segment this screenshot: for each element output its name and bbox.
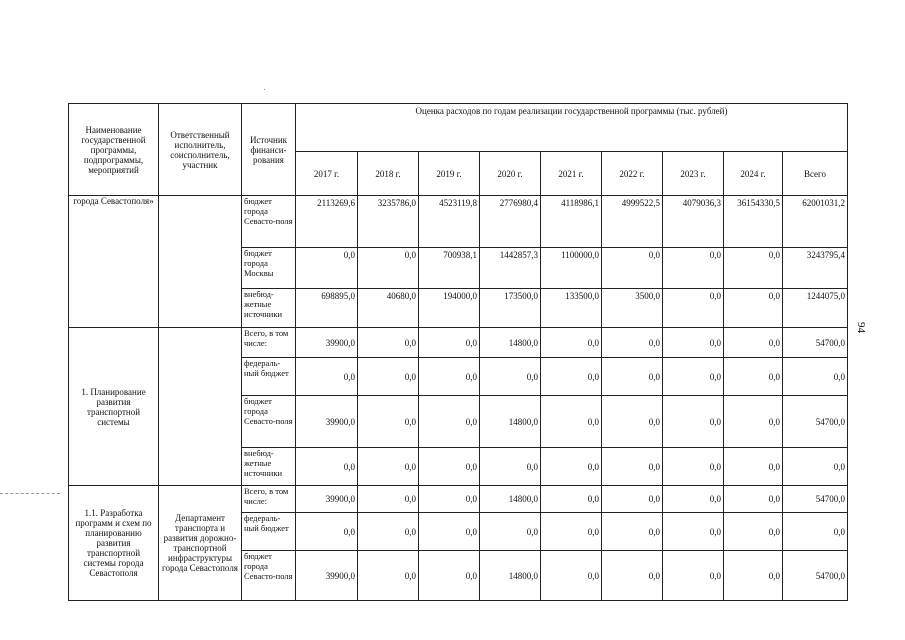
value-cell: 173500,0: [480, 289, 541, 328]
value-cell: 0,0: [358, 551, 419, 601]
value-cell: 36154330,5: [724, 196, 783, 248]
responsible-cell: [159, 328, 242, 486]
header-year: 2018 г.: [358, 152, 419, 196]
value-cell: 39900,0: [296, 396, 358, 448]
value-cell: 0,0: [602, 358, 663, 396]
value-cell: 0,0: [480, 358, 541, 396]
expenditure-table: [68, 103, 848, 601]
value-cell: 0,0: [663, 513, 724, 551]
margin-dashed-line: [0, 493, 60, 494]
total-cell: 54700,0: [783, 396, 848, 448]
program-name: 1. Планирование развития транспортной системы: [69, 328, 159, 486]
value-cell: 3500,0: [602, 289, 663, 328]
responsible-cell: Департамент транспорта и развития дорожно-транспортной инфраструктуры города Севастополя: [159, 486, 242, 601]
value-cell: 0,0: [724, 358, 783, 396]
value-cell: 40680,0: [358, 289, 419, 328]
funding-source: бюджет города Севасто-поля: [242, 396, 296, 448]
header-name: Наименование государственной программы, подпрограммы, мероприятий: [69, 104, 159, 196]
scan-speck: [264, 89, 265, 90]
header-year: 2017 г.: [296, 152, 358, 196]
value-cell: 0,0: [663, 328, 724, 358]
value-cell: 194000,0: [419, 289, 480, 328]
value-cell: 39900,0: [296, 328, 358, 358]
value-cell: 0,0: [663, 358, 724, 396]
value-cell: 0,0: [724, 448, 783, 486]
value-cell: 0,0: [419, 396, 480, 448]
value-cell: 39900,0: [296, 551, 358, 601]
header-responsible: Ответственный исполнитель, соисполнитель, участник: [159, 104, 242, 196]
value-cell: 0,0: [358, 486, 419, 513]
value-cell: 0,0: [663, 448, 724, 486]
value-cell: 0,0: [724, 328, 783, 358]
total-cell: 62001031,2: [783, 196, 848, 248]
table-row: [69, 328, 848, 358]
value-cell: 0,0: [663, 248, 724, 289]
value-cell: 0,0: [296, 448, 358, 486]
total-cell: 54700,0: [783, 328, 848, 358]
header-year: 2023 г.: [663, 152, 724, 196]
program-name: города Севастополя»: [69, 196, 159, 328]
value-cell: 0,0: [602, 486, 663, 513]
value-cell: 0,0: [358, 448, 419, 486]
header-year: 2021 г.: [541, 152, 602, 196]
table-row: [69, 486, 848, 513]
value-cell: 0,0: [358, 328, 419, 358]
value-cell: 0,0: [663, 289, 724, 328]
value-cell: 0,0: [296, 358, 358, 396]
value-cell: 0,0: [602, 328, 663, 358]
value-cell: 3235786,0: [358, 196, 419, 248]
value-cell: 0,0: [419, 513, 480, 551]
funding-source: внебюд-жетные источники: [242, 448, 296, 486]
value-cell: 4079036,3: [663, 196, 724, 248]
value-cell: 0,0: [480, 513, 541, 551]
value-cell: 0,0: [358, 358, 419, 396]
value-cell: 0,0: [358, 248, 419, 289]
total-cell: 0,0: [783, 358, 848, 396]
page-number: 94: [855, 322, 867, 333]
total-cell: 54700,0: [783, 486, 848, 513]
value-cell: 4523119,8: [419, 196, 480, 248]
header-year: 2022 г.: [602, 152, 663, 196]
value-cell: 0,0: [419, 486, 480, 513]
value-cell: 700938,1: [419, 248, 480, 289]
value-cell: 0,0: [358, 513, 419, 551]
value-cell: 0,0: [358, 396, 419, 448]
value-cell: 133500,0: [541, 289, 602, 328]
value-cell: 0,0: [541, 513, 602, 551]
header-total: Всего: [783, 152, 848, 196]
value-cell: 0,0: [602, 551, 663, 601]
value-cell: 0,0: [724, 248, 783, 289]
value-cell: 4118986,1: [541, 196, 602, 248]
value-cell: 0,0: [296, 248, 358, 289]
value-cell: 0,0: [602, 448, 663, 486]
funding-source: федераль-ный бюджет: [242, 358, 296, 396]
table-row: [69, 196, 848, 248]
value-cell: 0,0: [541, 448, 602, 486]
value-cell: 39900,0: [296, 486, 358, 513]
value-cell: 2776980,4: [480, 196, 541, 248]
total-cell: 54700,0: [783, 551, 848, 601]
total-cell: 3243795,4: [783, 248, 848, 289]
value-cell: 0,0: [602, 396, 663, 448]
value-cell: 1100000,0: [541, 248, 602, 289]
header-year: 2024 г.: [724, 152, 783, 196]
value-cell: 0,0: [724, 513, 783, 551]
value-cell: 14800,0: [480, 328, 541, 358]
value-cell: 1442857,3: [480, 248, 541, 289]
total-cell: 0,0: [783, 448, 848, 486]
value-cell: 0,0: [541, 358, 602, 396]
value-cell: 14800,0: [480, 551, 541, 601]
value-cell: 0,0: [419, 551, 480, 601]
value-cell: 4999522,5: [602, 196, 663, 248]
header-year: 2019 г.: [419, 152, 480, 196]
value-cell: 14800,0: [480, 486, 541, 513]
funding-source: федераль-ный бюджет: [242, 513, 296, 551]
total-cell: 0,0: [783, 513, 848, 551]
value-cell: 0,0: [419, 328, 480, 358]
value-cell: 0,0: [296, 513, 358, 551]
funding-source: Всего, в том числе:: [242, 486, 296, 513]
funding-source: Всего, в том числе:: [242, 328, 296, 358]
value-cell: 0,0: [419, 358, 480, 396]
header-row-1: [69, 104, 848, 152]
funding-source: внебюд-жетные источники: [242, 289, 296, 328]
value-cell: 0,0: [602, 248, 663, 289]
value-cell: 0,0: [541, 486, 602, 513]
responsible-cell: [159, 196, 242, 328]
value-cell: 0,0: [541, 551, 602, 601]
funding-source: бюджет города Севасто-поля: [242, 196, 296, 248]
value-cell: 698895,0: [296, 289, 358, 328]
header-source: Источник финанси-рования: [242, 104, 296, 196]
program-name: 1.1. Разработка программ и схем по планированию развития транспортной системы города Севастополя: [69, 486, 159, 601]
value-cell: 0,0: [724, 396, 783, 448]
header-estimate-title: Оценка расходов по годам реализации государственной программы (тыс. рублей): [296, 104, 848, 152]
value-cell: 0,0: [663, 486, 724, 513]
value-cell: 2113269,6: [296, 196, 358, 248]
funding-source: бюджет города Москвы: [242, 248, 296, 289]
value-cell: 0,0: [663, 551, 724, 601]
value-cell: 0,0: [419, 448, 480, 486]
total-cell: 1244075,0: [783, 289, 848, 328]
value-cell: 0,0: [541, 328, 602, 358]
value-cell: 0,0: [602, 513, 663, 551]
value-cell: 0,0: [663, 396, 724, 448]
value-cell: 0,0: [724, 289, 783, 328]
value-cell: 0,0: [724, 486, 783, 513]
header-year: 2020 г.: [480, 152, 541, 196]
funding-source: бюджет города Севасто-поля: [242, 551, 296, 601]
value-cell: 0,0: [480, 448, 541, 486]
value-cell: 0,0: [724, 551, 783, 601]
value-cell: 14800,0: [480, 396, 541, 448]
value-cell: 0,0: [541, 396, 602, 448]
